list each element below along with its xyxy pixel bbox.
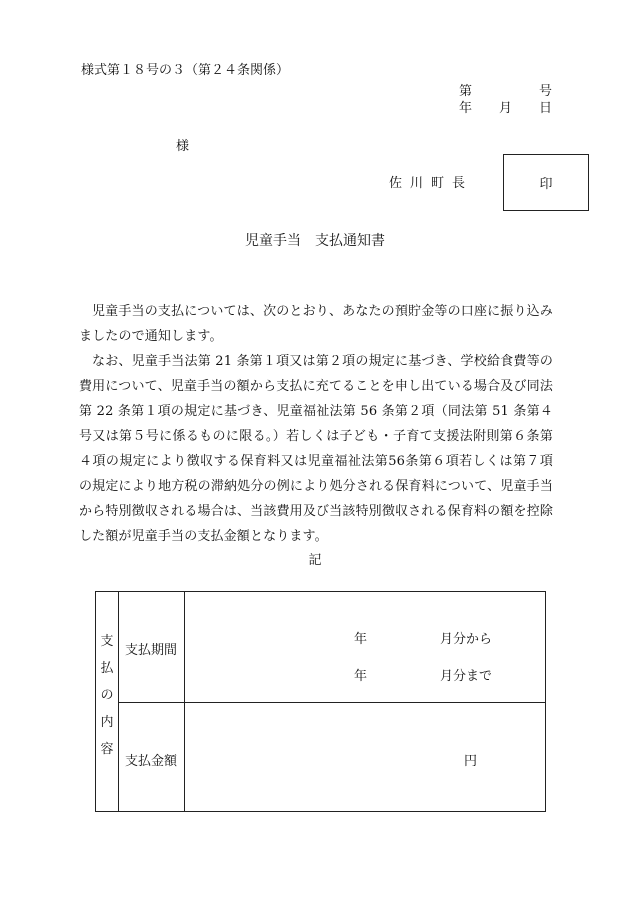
side-label-char: の [100,688,114,703]
table-divider-horizontal [118,702,545,703]
document-date [459,102,552,115]
payment-period-label: 支払期間 [124,643,177,658]
payment-content-side-label [96,592,118,811]
side-label-char: 支 [100,634,114,649]
body-paragraph-1: 児童手当の支払については、次のとおり、あなたの預貯金等の口座に振り込みましたので通知します。 [79,304,553,344]
seal-label: 印 [539,177,553,192]
document-title: 児童手当 支払通知書 [245,233,385,249]
side-label-char: 払 [100,661,114,676]
period-from-suffix: 月分から [440,632,493,647]
body-text [79,299,553,549]
body-paragraph-2: なお、児童手当法第 21 条第１項又は第２項の規定に基づき、学校給食費等の費用について、児童手当の額から支払に充てることを申し出ている場合及び同法第 22 条第１項の規定に基づき、児童福祉法第 56 条第２項（同法第 51 条第４号又は第５号に係るものに限る。）若しくは子ども・子育て支援法附則第６条第４項の規定により徴収する保育料又は児童福祉法第56条第６項若しくは第７項の規定により地方税の滞納処分の例により処分される保育料について、児童手当から特別徴収される場合は、当該費用及び当該特別徴収される保育料の額を控除した額が児童手当の支払金額となります。 [79,354,553,544]
payment-table [95,591,546,812]
document-number-prefix: 第 [459,84,473,99]
payment-amount-unit: 円 [464,754,478,769]
payment-amount-label: 支払金額 [124,754,177,769]
ki-label: 記 [308,553,322,568]
side-label-char: 容 [100,742,114,757]
period-to-year: 年 [354,669,368,684]
seal-box [503,154,589,211]
period-to-suffix: 月分まで [440,669,493,684]
recipient-suffix: 様 [176,139,190,154]
date-month: 月 [498,101,512,116]
date-day: 日 [538,101,552,116]
document-number [459,85,552,98]
date-year: 年 [459,101,473,116]
document-number-suffix: 号 [538,84,552,99]
period-from-year: 年 [354,632,368,647]
sender-title: 佐川町長 [389,176,474,191]
form-number: 様式第１８号の３（第２４条関係） [81,63,290,78]
side-label-char: 内 [100,715,114,730]
